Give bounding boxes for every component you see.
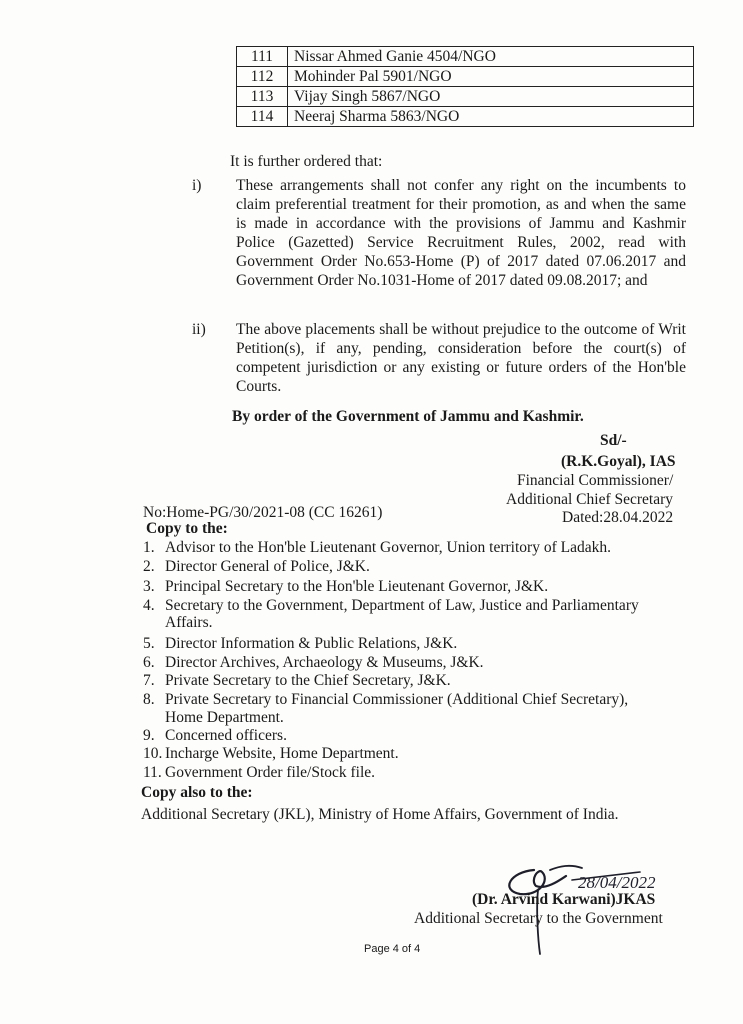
condition-text: These arrangements shall not confer any right on the incumbents to claim preferential treatment for their promotion, as and when the same is made in accordance with the provisions of Jammu and Kashmir Police (Gazetted) Service Recruitment Rules, 2002, read with Government Order No.653-Home (P) of 2017 dated 07.06.2017 and Government Order No.1031-Home of 2017 dated 09.08.2017; and <box>236 177 686 289</box>
serial-number: 113 <box>237 87 288 107</box>
list-item <box>143 691 628 709</box>
sd-mark: Sd/- <box>600 432 627 449</box>
signatory-title-2: Additional Chief Secretary <box>506 491 674 508</box>
list-item <box>143 597 639 615</box>
table-row <box>237 67 694 87</box>
list-item <box>143 727 287 745</box>
serial-number: 111 <box>237 47 288 67</box>
list-item <box>143 745 399 763</box>
copy-also-heading: Copy also to the: <box>141 784 253 801</box>
copy-to-heading: Copy to the: <box>146 520 228 537</box>
list-number: 4. <box>143 597 155 614</box>
list-text: Director Information & Public Relations, J&K. <box>165 635 458 652</box>
second-signatory-name: (Dr. Arvind Karwani)JKAS <box>472 891 656 908</box>
order-date: Dated:28.04.2022 <box>562 509 674 526</box>
list-item <box>143 578 548 596</box>
signature-date: 28/04/2022 <box>578 873 656 892</box>
list-number: 7. <box>143 672 155 689</box>
list-text: Director General of Police, J&K. <box>165 558 370 575</box>
list-text: Director Archives, Archaeology & Museums, J&K. <box>165 654 484 671</box>
further-ordered-text: It is further ordered that: <box>230 153 383 170</box>
list-item-continuation: Affairs. <box>165 614 213 631</box>
list-number: 3. <box>143 578 155 595</box>
condition-number: i) <box>192 177 202 194</box>
table-row <box>237 107 694 127</box>
list-item <box>143 635 457 653</box>
list-text: Concerned officers. <box>165 727 287 744</box>
list-text: Secretary to the Government, Department of Law, Justice and Parliamentary <box>165 597 639 614</box>
serial-number: 114 <box>237 107 288 127</box>
by-order-line: By order of the Government of Jammu and Kashmir. <box>232 408 584 425</box>
list-item <box>143 654 484 672</box>
list-number: 5. <box>143 635 155 652</box>
list-number: 6. <box>143 654 155 671</box>
officers-table <box>236 46 694 127</box>
condition-text: The above placements shall be without prejudice to the outcome of Writ Petition(s), if any, pending, consideration before the court(s) of competent jurisdiction or any existing or future orders of the Hon'ble Courts. <box>236 321 686 395</box>
copy-also-text: Additional Secretary (JKL), Ministry of Home Affairs, Government of India. <box>141 806 619 823</box>
list-text: Incharge Website, Home Department. <box>165 745 399 762</box>
order-number: No:Home-PG/30/2021-08 (CC 16261) <box>143 504 383 521</box>
list-item-continuation: Home Department. <box>165 709 284 726</box>
list-number: 9. <box>143 727 155 744</box>
list-text: Principal Secretary to the Hon'ble Lieutenant Governor, J&K. <box>165 578 549 595</box>
second-signatory-title: Additional Secretary to the Government <box>414 910 663 927</box>
list-text: Government Order file/Stock file. <box>165 764 376 781</box>
signatory-name: (R.K.Goyal), IAS <box>561 453 676 470</box>
list-item <box>143 672 451 690</box>
officer-name: Vijay Singh 5867/NGO <box>288 87 694 107</box>
list-text: Private Secretary to Financial Commissioner (Additional Chief Secretary), <box>165 691 629 708</box>
list-item <box>143 764 375 782</box>
table-row <box>237 47 694 67</box>
table-row <box>237 87 694 107</box>
signatory-title-1: Financial Commissioner/ <box>517 472 674 489</box>
officer-name: Nissar Ahmed Ganie 4504/NGO <box>288 47 694 67</box>
serial-number: 112 <box>237 67 288 87</box>
list-text: Private Secretary to the Chief Secretary, J&K. <box>165 672 451 689</box>
list-text: Advisor to the Hon'ble Lieutenant Governor, Union territory of Ladakh. <box>165 539 611 556</box>
list-number: 8. <box>143 691 155 708</box>
list-number: 11. <box>143 764 162 781</box>
list-item <box>143 539 611 557</box>
officer-name: Neeraj Sharma 5863/NGO <box>288 107 694 127</box>
list-number: 2. <box>143 558 155 575</box>
list-item <box>143 558 370 576</box>
list-number: 1. <box>143 539 155 556</box>
condition-number: ii) <box>192 321 206 338</box>
list-number: 10. <box>143 745 163 762</box>
officer-name: Mohinder Pal 5901/NGO <box>288 67 694 87</box>
page-number: Page 4 of 4 <box>364 943 421 955</box>
